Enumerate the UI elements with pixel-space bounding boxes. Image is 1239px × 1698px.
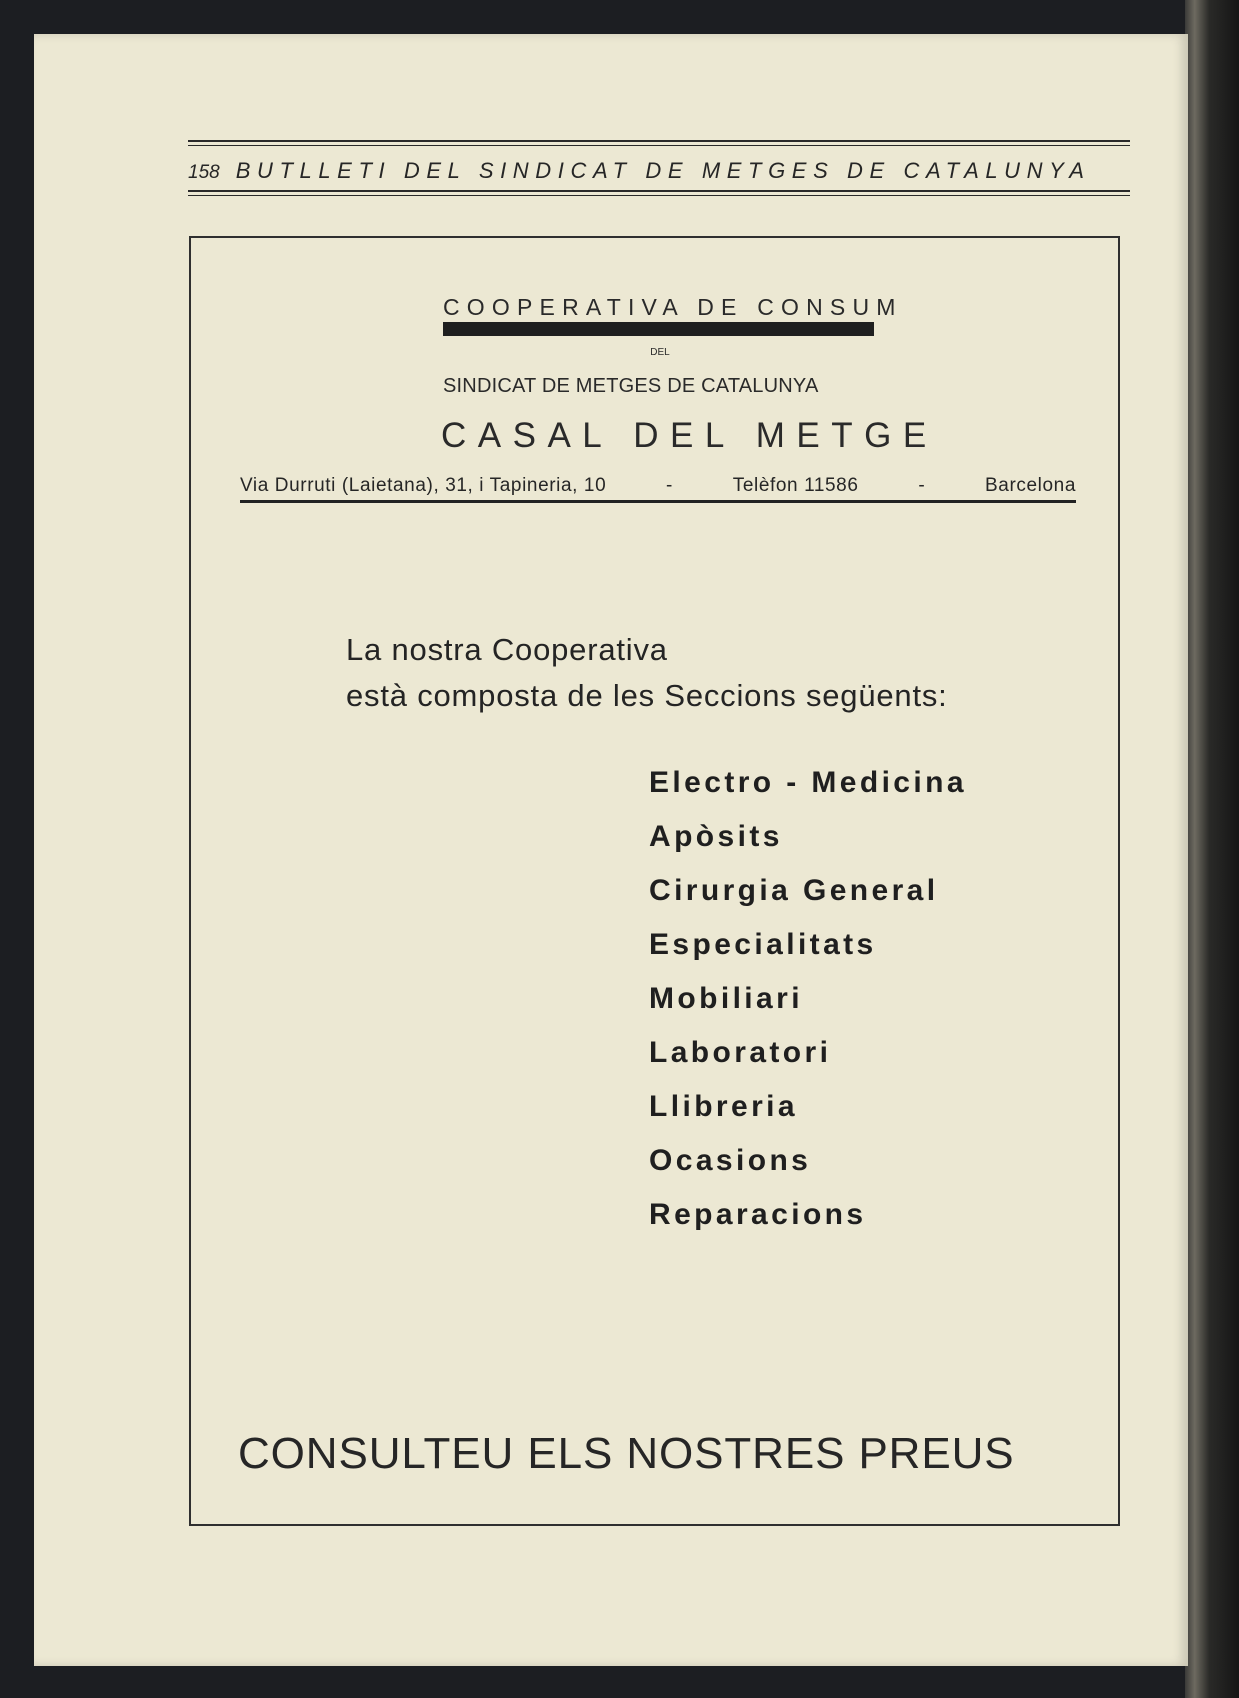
address-separator: - [918,475,926,496]
page-number: 158 [188,162,220,183]
section-item: Especialitats [649,928,877,961]
del-label: DEL [650,347,670,358]
section-item: Laboratori [649,1036,832,1069]
cooperative-heading: COOPERATIVA DE CONSUM [443,294,903,320]
intro-line-2: està composta de les Seccions següents: [346,678,948,713]
section-item: Mobiliari [649,982,803,1015]
address-street: Via Durruti (Laietana), 31, i Tapineria, 10 [240,475,607,496]
header-rule-bottom [188,190,1130,192]
address-line [240,472,1076,500]
section-item: Cirurgia General [649,874,939,907]
running-header [188,156,1130,186]
sections-list [649,756,989,1242]
sindicat-name: SINDICAT DE METGES DE CATALUNYA [443,375,819,397]
section-item: Apòsits [649,820,783,853]
intro-line-1: La nostra Cooperativa [346,632,668,667]
header-rule-bottom-thin [188,195,1130,196]
publication-title: BUTLLETI DEL SINDICAT DE METGES DE CATALUNYA [235,158,1091,183]
call-to-action: CONSULTEU ELS NOSTRES PREUS [238,1429,1015,1478]
address-underline [240,500,1076,503]
address-separator: - [666,475,673,496]
casal-title: CASAL DEL METGE [441,416,938,455]
header-rule-top-thin [188,145,1130,146]
header-rule-top [188,140,1130,142]
section-item: Llibreria [649,1090,798,1123]
section-item: Ocasions [649,1144,812,1177]
address-phone: Telèfon 11586 [732,475,859,496]
address-city: Barcelona [985,475,1076,496]
scan-background-edge [1185,0,1239,1698]
section-item: Electro - Medicina [649,766,967,799]
heading-bar [443,322,874,336]
section-item: Reparacions [649,1198,867,1231]
